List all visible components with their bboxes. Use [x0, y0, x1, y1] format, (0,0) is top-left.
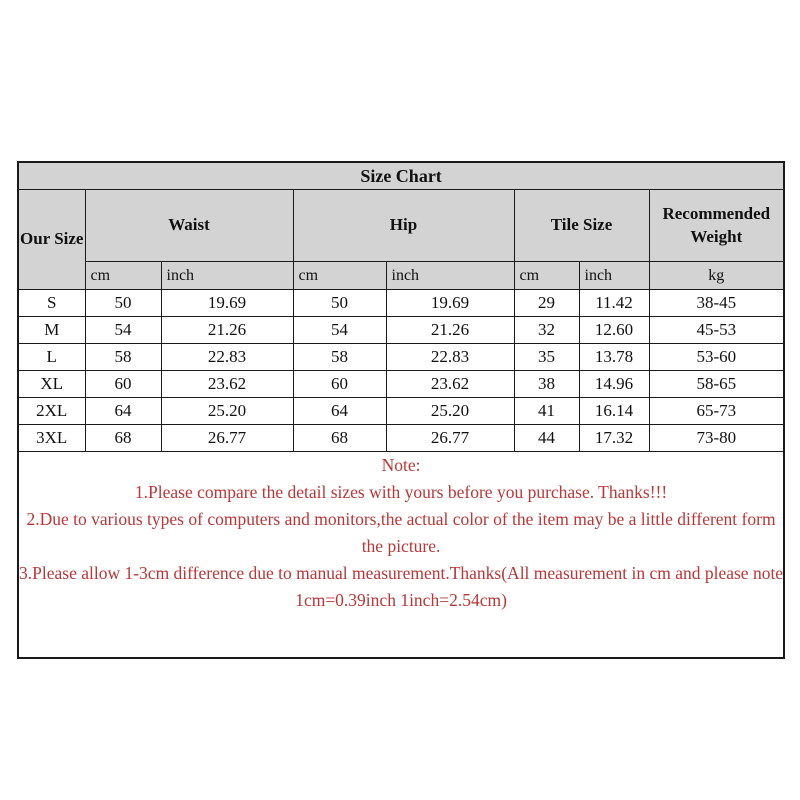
cell-size: S — [18, 290, 85, 317]
size-chart-table — [17, 161, 785, 659]
column-header-tile-size: Tile Size — [514, 190, 649, 262]
subheader-row — [18, 262, 784, 290]
cell-waist-cm: 64 — [85, 398, 161, 425]
subheader-hip-inch: inch — [386, 262, 514, 290]
cell-tile-inch: 11.42 — [579, 290, 649, 317]
subheader-weight-kg: kg — [649, 262, 784, 290]
table-row — [18, 317, 784, 344]
cell-waist-inch: 19.69 — [161, 290, 293, 317]
cell-hip-cm: 50 — [293, 290, 386, 317]
cell-waist-inch: 22.83 — [161, 344, 293, 371]
cell-weight-kg: 53-60 — [649, 344, 784, 371]
cell-size: 3XL — [18, 425, 85, 452]
cell-size: XL — [18, 371, 85, 398]
note-line-1: 1.Please compare the detail sizes with yours before you purchase. Thanks!!! — [134, 482, 668, 502]
size-table-body — [18, 290, 784, 452]
cell-tile-cm: 41 — [514, 398, 579, 425]
cell-hip-inch: 22.83 — [386, 344, 514, 371]
cell-hip-inch: 19.69 — [386, 290, 514, 317]
cell-waist-inch: 25.20 — [161, 398, 293, 425]
note-heading: Note: — [381, 455, 421, 475]
note-row — [18, 452, 784, 659]
cell-weight-kg: 45-53 — [649, 317, 784, 344]
subheader-waist-cm: cm — [85, 262, 161, 290]
column-header-hip: Hip — [293, 190, 514, 262]
note-section — [18, 452, 784, 659]
table-row — [18, 398, 784, 425]
cell-size: 2XL — [18, 398, 85, 425]
cell-tile-inch: 13.78 — [579, 344, 649, 371]
cell-hip-cm: 64 — [293, 398, 386, 425]
cell-hip-cm: 58 — [293, 344, 386, 371]
note-line-3: 3.Please allow 1-3cm difference due to manual measurement.Thanks(All measurement in cm and please note 1cm=0.39inch 1inch=2.54cm) — [19, 563, 784, 610]
cell-hip-cm: 60 — [293, 371, 386, 398]
cell-hip-inch: 21.26 — [386, 317, 514, 344]
cell-hip-cm: 68 — [293, 425, 386, 452]
cell-tile-cm: 29 — [514, 290, 579, 317]
cell-waist-cm: 54 — [85, 317, 161, 344]
cell-size: L — [18, 344, 85, 371]
cell-weight-kg: 73-80 — [649, 425, 784, 452]
cell-hip-inch: 26.77 — [386, 425, 514, 452]
table-row — [18, 371, 784, 398]
subheader-hip-cm: cm — [293, 262, 386, 290]
cell-tile-inch: 16.14 — [579, 398, 649, 425]
column-header-our-size: Our Size — [18, 190, 85, 290]
cell-tile-cm: 32 — [514, 317, 579, 344]
header-row — [18, 190, 784, 262]
cell-tile-cm: 35 — [514, 344, 579, 371]
table-row — [18, 425, 784, 452]
column-header-waist: Waist — [85, 190, 293, 262]
subheader-tile-inch: inch — [579, 262, 649, 290]
cell-tile-inch: 12.60 — [579, 317, 649, 344]
cell-waist-inch: 23.62 — [161, 371, 293, 398]
cell-waist-cm: 60 — [85, 371, 161, 398]
cell-size: M — [18, 317, 85, 344]
cell-weight-kg: 58-65 — [649, 371, 784, 398]
cell-hip-cm: 54 — [293, 317, 386, 344]
cell-tile-cm: 44 — [514, 425, 579, 452]
size-chart-container — [17, 161, 783, 659]
cell-tile-cm: 38 — [514, 371, 579, 398]
table-row — [18, 344, 784, 371]
subheader-tile-cm: cm — [514, 262, 579, 290]
cell-weight-kg: 65-73 — [649, 398, 784, 425]
cell-hip-inch: 23.62 — [386, 371, 514, 398]
cell-tile-inch: 17.32 — [579, 425, 649, 452]
table-title: Size Chart — [18, 162, 784, 190]
cell-waist-inch: 26.77 — [161, 425, 293, 452]
cell-waist-cm: 50 — [85, 290, 161, 317]
title-row — [18, 162, 784, 190]
column-header-recommended-weight: Recommended Weight — [649, 190, 784, 262]
cell-weight-kg: 38-45 — [649, 290, 784, 317]
subheader-waist-inch: inch — [161, 262, 293, 290]
cell-waist-inch: 21.26 — [161, 317, 293, 344]
cell-hip-inch: 25.20 — [386, 398, 514, 425]
cell-waist-cm: 68 — [85, 425, 161, 452]
table-row — [18, 290, 784, 317]
note-line-2: 2.Due to various types of computers and monitors,the actual color of the item may be a little different form the picture. — [26, 509, 776, 556]
cell-tile-inch: 14.96 — [579, 371, 649, 398]
cell-waist-cm: 58 — [85, 344, 161, 371]
